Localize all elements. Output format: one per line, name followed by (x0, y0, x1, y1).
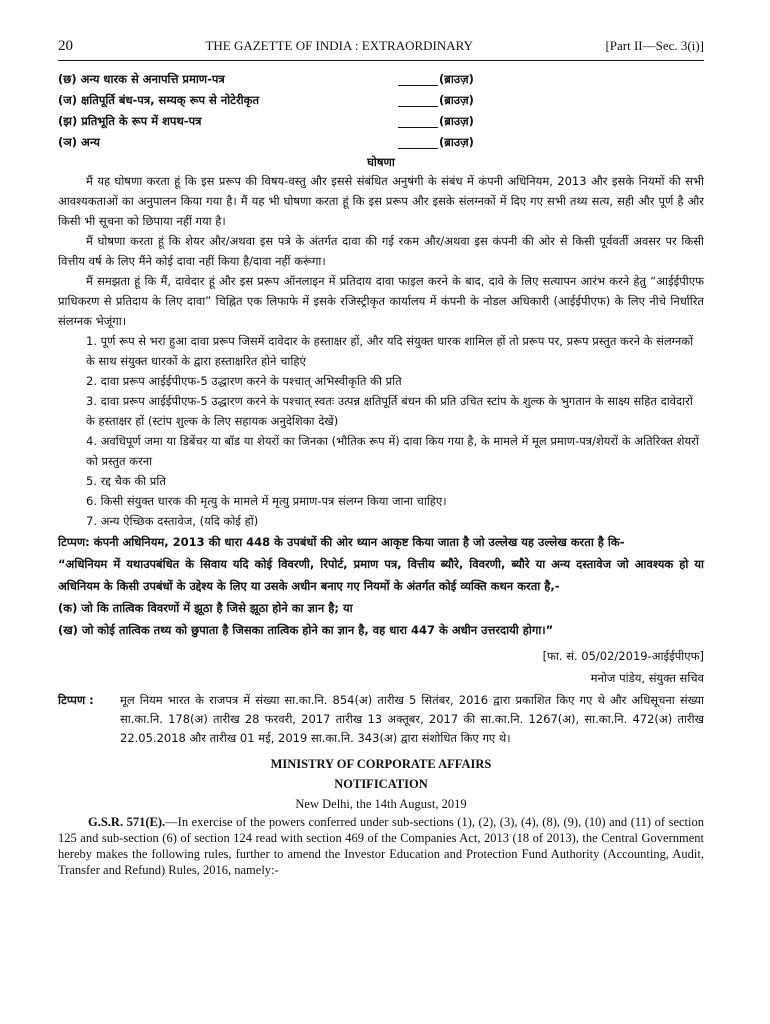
browse-link[interactable]: (ब्राउज़) (439, 114, 474, 128)
file-number: [फा. सं. 05/02/2019-आईईपीएफ] (542, 649, 704, 663)
attachment-label: (ज) क्षतिपूर्ति बंध-पत्र, सम्यक् रूप से नोटेरीकृत (58, 93, 260, 107)
note-section-448: टिप्पण: कंपनी अधिनियम, 2013 की धारा 448 के उपबंधों की ओर ध्यान आकृष्ट किया जाता है जो उल्लेख यह उल्लेख करता है कि- (58, 535, 625, 549)
notification-body (58, 814, 704, 878)
declaration-para-2: मैं घोषणा करता हूं कि शेयर और/अथवा इस पत्रे के अंतर्गत दावा की गई रकम और/अथवा इस कंपनी की ओर से किसी पूर्ववर्ती अवसर पर किसी वित्तीय वर्ष के लिए मैंने कोई दावा नहीं किया है/दावा नहीं करूंगा। (58, 234, 704, 268)
attachment-blank (398, 115, 438, 128)
gsr-number: G.S.R. 571(E). (88, 815, 166, 829)
enclosure-item: 4. अवधिपूर्ण जमा या डिबेंचर या बॉड या शेयरों का जिनका (भौतिक रूप में) दावा किय गया है, के मामले में मूल प्रमाण-पत्र/शेयरों के अतिरिक्त शेयरों को प्रस्तुत करना (86, 434, 699, 468)
note-quote: “अधिनियम में यथाउपबंधित के सिवाय यदि कोई विवरणी, रिपोर्ट, प्रमाण पत्र, वित्तीय ब्यौरे, विवरणी, ब्यौरे या अन्य दस्तावेज जो आवश्यक हो या अधिनियम के किसी उपबंधों के उद्देश्य के लिए या उसके अधीन बनाए गए नियमों के अंतर्गत कोई व्यक्ति कथन करता है,- (58, 557, 704, 593)
declaration-heading: घोषणा (367, 155, 395, 169)
gazette-page (58, 38, 704, 878)
attachment-row (58, 132, 704, 153)
attachment-row (58, 69, 704, 90)
attachment-list (58, 69, 704, 153)
attachment-label: (छ) अन्य धारक से अनापत्ति प्रमाण-पत्र (58, 72, 225, 86)
attachment-label: (झ) प्रतिभूति के रूप में शपथ-पत्र (58, 114, 202, 128)
ministry-title: MINISTRY OF CORPORATE AFFAIRS (270, 757, 492, 771)
enclosure-item: 5. रद्द चैक की प्रति (86, 474, 166, 488)
notification-text: —In exercise of the powers conferred under sub-sections (1), (2), (3), (4), (8), (9), (10) and (11) of section 125 and sub-section (6) of section 124 read with section 469 of the Companies Act, 2013 (18 of 2013), the Central Government hereby makes the following rules, further to amend the Investor Education and Protection Fund Authority (Accounting, Audit, Transfer and Refund) Rules, 2016, namely:- (58, 815, 704, 877)
page-header (58, 38, 704, 61)
footnote-text: मूल नियम भारत के राजपत्र में संख्या सा.का.नि. 854(अ) तारीख 5 सितंबर, 2016 द्वारा प्रकाशित किए गए थे और अधिसूचना संख्या सा.का.नि. 178(अ) तारीख 28 फरवरी, 2017 तारीख 13 अक्तूबर, 2017 की सा.का.नि. 1267(अ), सा.का.नि. 472(अ) तारीख 22.05.2018 और तारीख 01 मई, 2019 सा.का.नि. 343(अ) द्वारा संशोधित किए गए थे। (120, 693, 704, 745)
declaration-para-3: मैं समझता हूं कि मैं, दावेदार हूं और इस प्ररूप ऑनलाइन में प्रतिदाय दावा फाइल करने के बाद, दावे के लिए सत्यापन आरंभ करने हेतु “आईईपीएफ प्राधिकरण से प्रतिदाय के लिए दावा” चिह्नित एक लिफाफे में इसके रजिस्ट्रीकृत कार्यालय में कंपनी के नोडल अधिकारी (आईईपीएफ) के लिए नीचे निर्धारित संलग्नक भेजूंगा। (58, 274, 704, 328)
attachment-blank (398, 136, 438, 149)
footnote (58, 691, 704, 748)
gazette-part: [Part II—Sec. 3(i)] (605, 38, 704, 53)
enclosure-item: 2. दावा प्ररूप आईईपीएफ-5 उद्धारण करने के पश्चात् अभिस्वीकृति की प्रति (86, 374, 402, 388)
note-clause-b: (ख) जो कोई तात्विक तथ्य को छुपाता है जिसका तात्विक होने का ज्ञान है, वह धारा 447 के अधीन उत्तरदायी होगा।” (58, 623, 554, 637)
browse-link[interactable]: (ब्राउज़) (439, 93, 474, 107)
enclosure-item: 3. दावा प्ररूप आईईपीएफ-5 उद्धारण करने के पश्चात् स्वतः उत्पन्न क्षतिपूर्ति बंधन की प्रति उचित स्टांप के शुल्क के भुगतान के साक्ष्य सहित दावेदारों के हस्ताक्षर हों (स्टांप शुल्क के लिए सहायक अनुदेशिका देखें) (86, 394, 693, 428)
gazette-title: THE GAZETTE OF INDIA : EXTRAORDINARY (205, 38, 473, 53)
browse-link[interactable]: (ब्राउज़) (439, 135, 474, 149)
notification-date: New Delhi, the 14th August, 2019 (295, 797, 467, 811)
notification-title: NOTIFICATION (334, 777, 428, 791)
note-clause-a: (क) जो कि तात्विक विवरणों में झूठा है जिसे झूठा होने का ज्ञान है; या (58, 601, 353, 615)
attachment-blank (398, 94, 438, 107)
enclosure-item: 6. किसी संयुक्त धारक की मृत्यु के मामले में मृत्यु प्रमाण-पत्र संलग्न किया जाना चाहिए। (86, 494, 447, 508)
footnote-label: टिप्पण : (58, 693, 94, 707)
attachment-blank (398, 73, 438, 86)
enclosure-list (86, 331, 704, 531)
signatory: मनोज पांडेय, संयुक्त सचिव (590, 671, 704, 685)
enclosure-item: 7. अन्य ऐच्छिक दस्तावेज, (यदि कोई हों) (86, 514, 259, 528)
attachment-row (58, 90, 704, 111)
attachment-row (58, 111, 704, 132)
browse-link[interactable]: (ब्राउज़) (439, 72, 474, 86)
enclosure-item: 1. पूर्ण रूप से भरा हुआ दावा प्ररूप जिसमें दावेदार के हस्ताक्षर हों, और यदि संयुक्त धारक शामिल हों तो प्ररूप पर, प्ररूप प्रस्तुत करने के संलग्नकों के साथ संयुक्त धारकों के द्वारा हस्ताक्षरित होने चाहिएं (86, 334, 694, 368)
declaration-para-1: मैं यह घोषणा करता हूं कि इस प्ररूप की विषय-वस्तु और इससे संबंधित अनुषंगी के संबंध में कंपनी अधिनियम, 2013 और इसके नियमों की सभी आवश्यकताओं का अनुपालन किया गया है। मैं यह भी घोषणा करता हूं कि इस प्ररूप और इसके संलग्नकों में दिए गए सभी तथ्य सत्य, सही और पूर्ण है और किसी भी सूचना को छिपाया नहीं गया है। (58, 174, 704, 228)
attachment-label: (ञ) अन्य (58, 135, 100, 149)
page-number: 20 (58, 38, 73, 54)
